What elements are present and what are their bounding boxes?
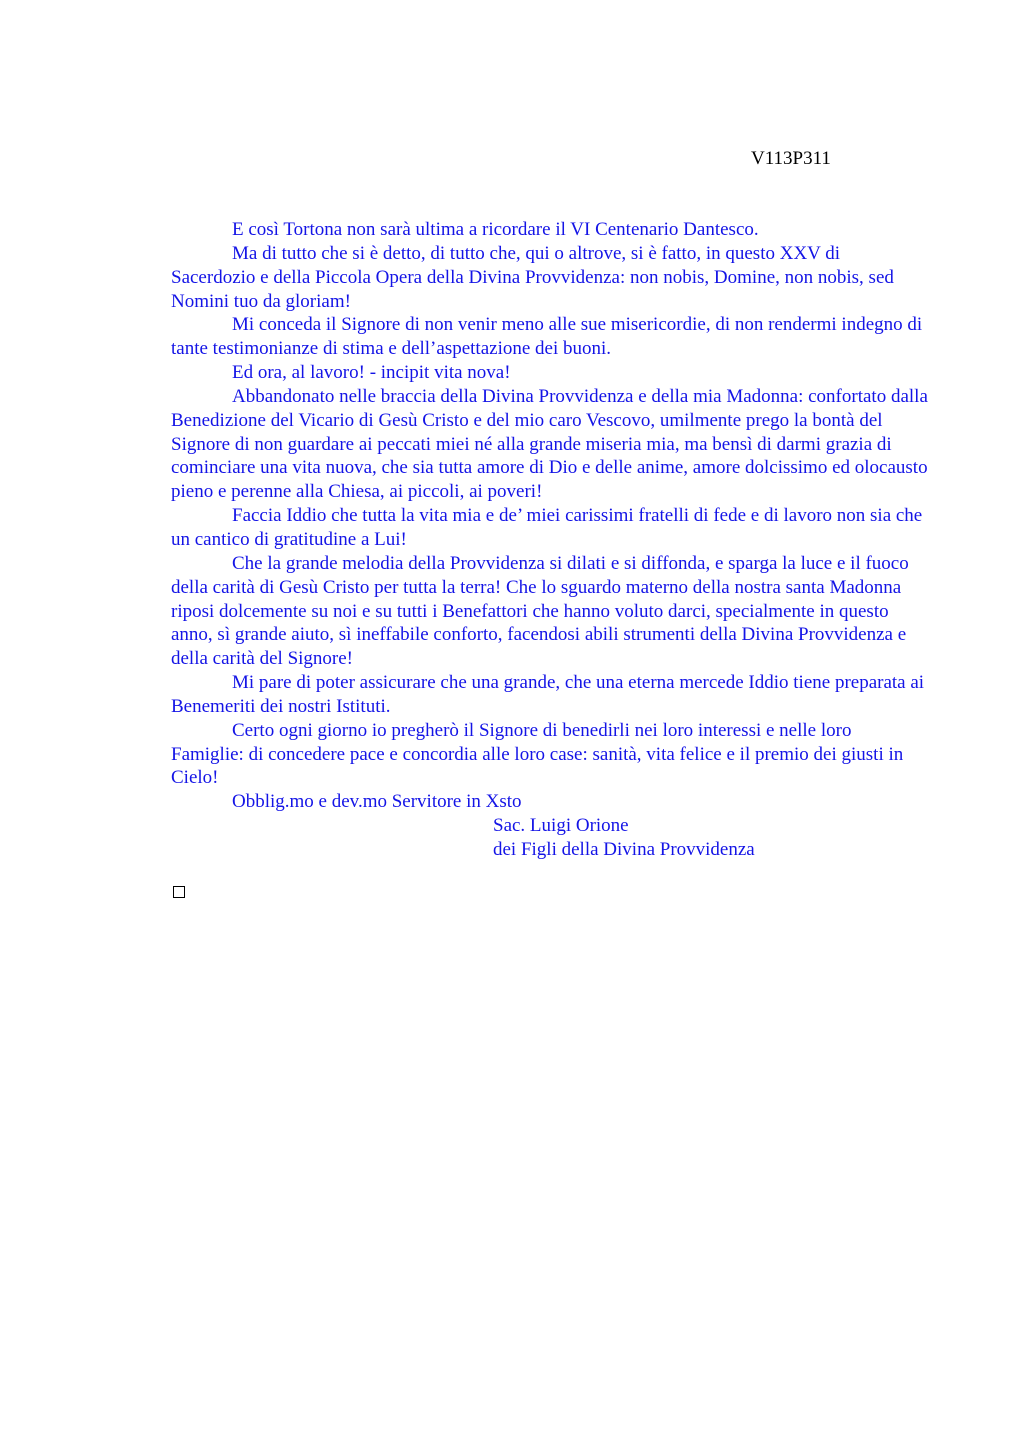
paragraph: Mi conceda il Signore di non venir meno alle sue misericordie, di non rendermi indegno di tante testimonianze di stima e dell’aspettazione dei buoni. bbox=[171, 314, 923, 360]
paragraph: Abbandonato nelle braccia della Divina Provvidenza e della mia Madonna: confortato dalla Benedizione del Vicario di Gesù Cristo e del mio caro Vescovo, umilmente prego la bontà del Signore di non guardare ai peccati miei né alla grande miseria mia, ma bensì di darmi grazia di cominciare una vita nuova, che sia tutta amore di Dio e delle anime, amore dolcissimo ed olocausto pieno e perenne alla Chiesa, ai piccoli, ai poveri! bbox=[171, 385, 928, 503]
paragraph: Ed ora, al lavoro! - incipit vita nova! bbox=[232, 362, 511, 384]
closing-salutation: Obblig.mo e dev.mo Servitore in Xsto bbox=[232, 791, 522, 813]
paragraph: E così Tortona non sarà ultima a ricordare il VI Centenario Dantesco. bbox=[232, 219, 759, 240]
paragraph: Ma di tutto che si è detto, di tutto che, qui o altrove, si è fatto, in questo XXV di Sacerdozio e della Piccola Opera della Divina Provvidenza: non nobis, Domine, non nobis, sed Nomini tuo da gloriam! bbox=[171, 242, 894, 312]
page-reference: V113P311 bbox=[751, 148, 831, 169]
signature-name: Sac. Luigi Orione bbox=[493, 815, 629, 837]
paragraph: Che la grande melodia della Provvidenza si dilati e si diffonda, e sparga la luce e il fuoco della carità di Gesù Cristo per tutta la terra! Che lo sguardo materno della nostra santa Madonna riposi dolcemente su noi e su tutti i Benefattori che hanno voluto darci, specialmente in questo anno, sì grande aiuto, sì ineffabile conforto, facendosi abili strumenti della Divina Provvidenza e della carità del Signore! bbox=[171, 552, 909, 670]
paragraph: Mi pare di poter assicurare che una grande, che una eterna mercede Iddio tiene preparata ai Benemeriti dei nostri Istituti. bbox=[171, 672, 925, 717]
letter-body bbox=[171, 218, 929, 862]
end-of-document-box-icon bbox=[173, 886, 185, 898]
paragraph: Certo ogni giorno io pregherò il Signore di benedirli nei loro interessi e nelle loro Famiglie: di concedere pace e concordia alle loro case: sanità, vita felice e il premio dei giusti in Cielo! bbox=[171, 719, 904, 789]
signature-affiliation: dei Figli della Divina Provvidenza bbox=[493, 838, 755, 860]
paragraph: Faccia Iddio che tutta la vita mia e de’ miei carissimi fratelli di fede e di lavoro non sia che un cantico di gratitudine a Lui! bbox=[171, 505, 923, 550]
